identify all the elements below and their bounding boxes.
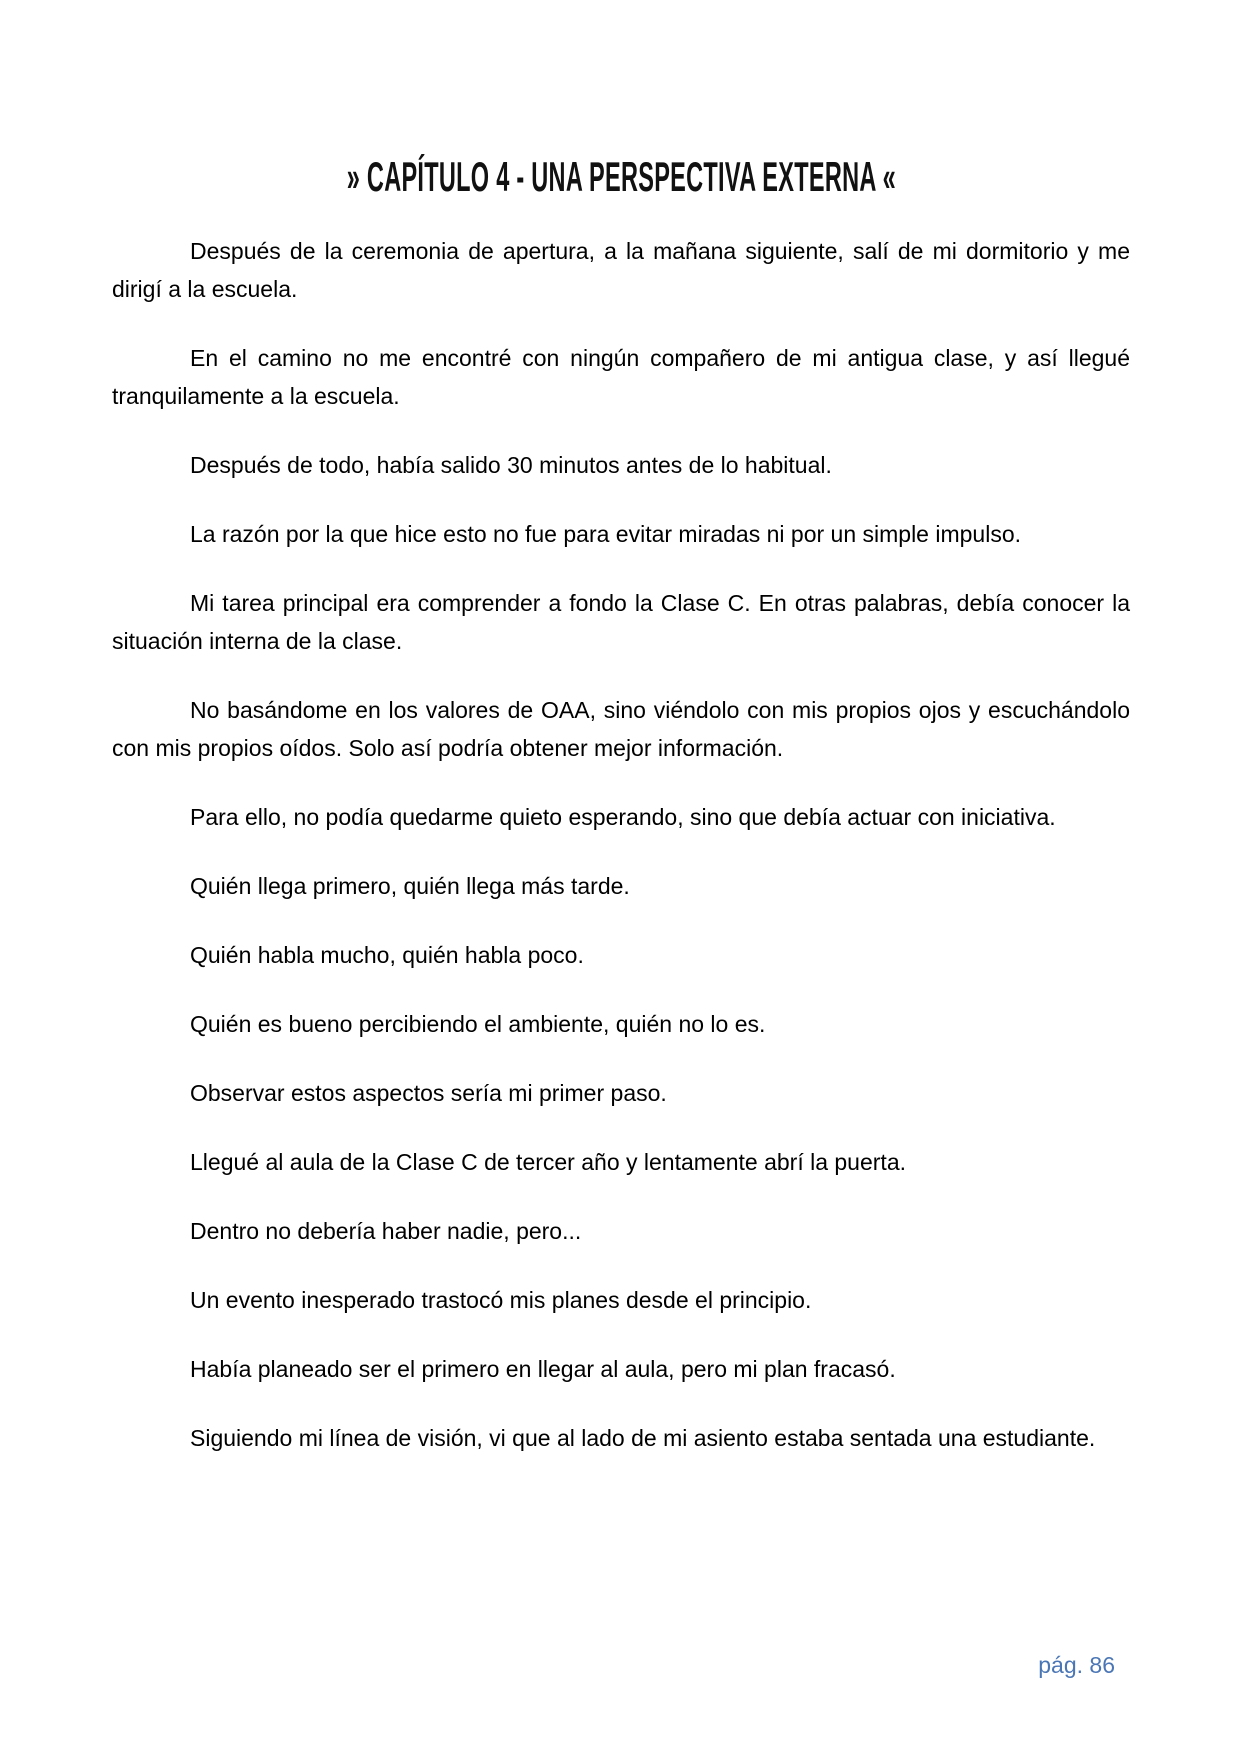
paragraph: Quién es bueno percibiendo el ambiente, quién no lo es. (190, 1011, 766, 1037)
paragraph: Para ello, no podía quedarme quieto esperando, sino que debía actuar con iniciativa. (190, 804, 1056, 830)
paragraph: Dentro no debería haber nadie, pero... (190, 1218, 582, 1244)
paragraph: La razón por la que hice esto no fue para evitar miradas ni por un simple impulso. (190, 521, 1022, 547)
paragraph: Llegué al aula de la Clase C de tercer año y lentamente abrí la puerta. (190, 1149, 906, 1175)
body-paragraphs (112, 232, 1130, 1457)
paragraph: Un evento inesperado trastocó mis planes desde el principio. (190, 1287, 812, 1313)
paragraph: Después de la ceremonia de apertura, a la mañana siguiente, salí de mi dormitorio y me dirigí a la escuela. (112, 238, 1130, 302)
paragraph: Quién llega primero, quién llega más tarde. (190, 873, 630, 899)
paragraph: No basándome en los valores de OAA, sino viéndolo con mis propios ojos y escuchándolo con mis propios oídos. Solo así podría obtener mejor información. (112, 697, 1130, 761)
page-number: pág. 86 (1038, 1652, 1115, 1678)
paragraph: Observar estos aspectos sería mi primer paso. (190, 1080, 667, 1106)
paragraph: Había planeado ser el primero en llegar al aula, pero mi plan fracasó. (190, 1356, 896, 1382)
paragraph: En el camino no me encontré con ningún compañero de mi antigua clase, y así llegué tranquilamente a la escuela. (112, 345, 1130, 409)
paragraph: Después de todo, había salido 30 minutos antes de lo habitual. (190, 452, 832, 478)
paragraph: Siguiendo mi línea de visión, vi que al lado de mi asiento estaba sentada una estudiante. (190, 1425, 1096, 1451)
paragraph: Quién habla mucho, quién habla poco. (190, 942, 584, 968)
chapter-title-text: » CAPÍTULO 4 - UNA PERSPECTIVA EXTERNA « (346, 153, 896, 200)
paragraph: Mi tarea principal era comprender a fondo la Clase C. En otras palabras, debía conocer la situación interna de la clase. (112, 590, 1130, 654)
chapter-title (112, 152, 1130, 202)
page-content (112, 152, 1130, 1488)
